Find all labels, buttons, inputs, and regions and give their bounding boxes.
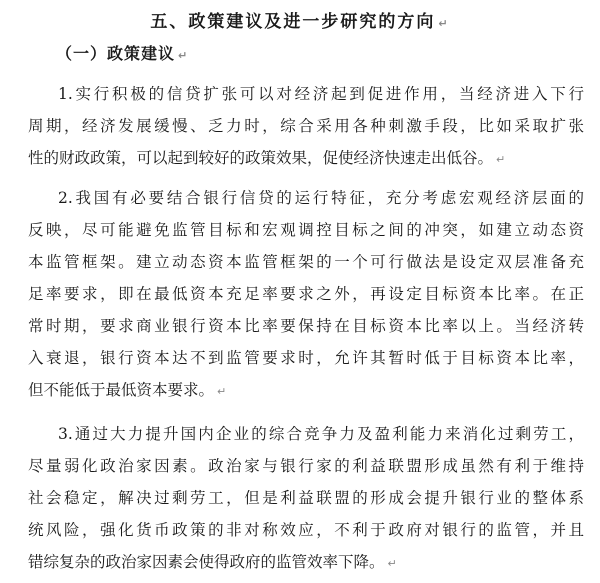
paragraph-mark-icon: ↵ <box>438 17 450 30</box>
body-text <box>28 78 584 580</box>
section-title <box>0 10 600 36</box>
paragraph-mark-icon: ↵ <box>178 49 189 62</box>
paragraph-line: 反映，尽可能避免监管目标和宏观调控目标之间的冲突，如建立动态资 <box>28 221 584 239</box>
paragraph-2 <box>28 182 584 408</box>
paragraph-line: 周期，经济发展缓慢、乏力时，综合采用各种刺激手段，比如采取扩张 <box>28 117 584 135</box>
paragraph-line: 入衰退，银行资本达不到监管要求时，允许其暂时低于目标资本比率， <box>28 349 584 367</box>
paragraph-3 <box>28 418 584 580</box>
paragraph-line: 本监管框架。建立动态资本监管框架的一个可行做法是设定双层准备充 <box>28 253 584 271</box>
paragraph-line: 常时期，要求商业银行资本比率要保持在目标资本比率以上。当经济转 <box>28 317 584 335</box>
paragraph-line: 统风险，强化货币政策的非对称效应，不利于政府对银行的监管，并且 <box>28 521 584 539</box>
paragraph-line-text: 性的财政政策，可以起到较好的政策效果，促使经济快速走出低谷。 <box>28 149 494 167</box>
paragraph-line: 社会稳定，解决过剩劳工，但是利益联盟的形成会提升银行业的整体系 <box>28 489 584 507</box>
subsection-title-text: （一）政策建议 <box>56 44 176 63</box>
paragraph-line-text: 但不能低于最低资本要求。 <box>28 381 215 399</box>
paragraph-line <box>28 374 584 408</box>
paragraph-mark-icon: ↵ <box>217 385 227 398</box>
paragraph-1 <box>28 78 584 176</box>
paragraph-line: 足率要求，即在最低资本充足率要求之外，再设定目标资本比率。在正 <box>28 285 584 303</box>
paragraph-line-text: 错综复杂的政治家因素会使得政府的监管效率下降。 <box>28 553 385 571</box>
paragraph-line <box>28 142 584 176</box>
subsection-title <box>56 42 188 68</box>
paragraph-line: 尽量弱化政治家因素。政治家与银行家的利益联盟形成虽然有利于维持 <box>28 457 584 475</box>
paragraph-line: 1.实行积极的信贷扩张可以对经济起到促进作用，当经济进入下行 <box>58 85 584 103</box>
paragraph-line <box>28 546 584 580</box>
section-title-text: 五、政策建议及进一步研究的方向 <box>150 12 436 32</box>
paragraph-mark-icon: ↵ <box>387 557 397 570</box>
paragraph-line: 3.通过大力提升国内企业的综合竞争力及盈利能力来消化过剩劳工， <box>58 425 584 443</box>
paragraph-line: 2.我国有必要结合银行信贷的运行特征，充分考虑宏观经济层面的 <box>58 189 584 207</box>
paragraph-mark-icon: ↵ <box>496 153 506 166</box>
